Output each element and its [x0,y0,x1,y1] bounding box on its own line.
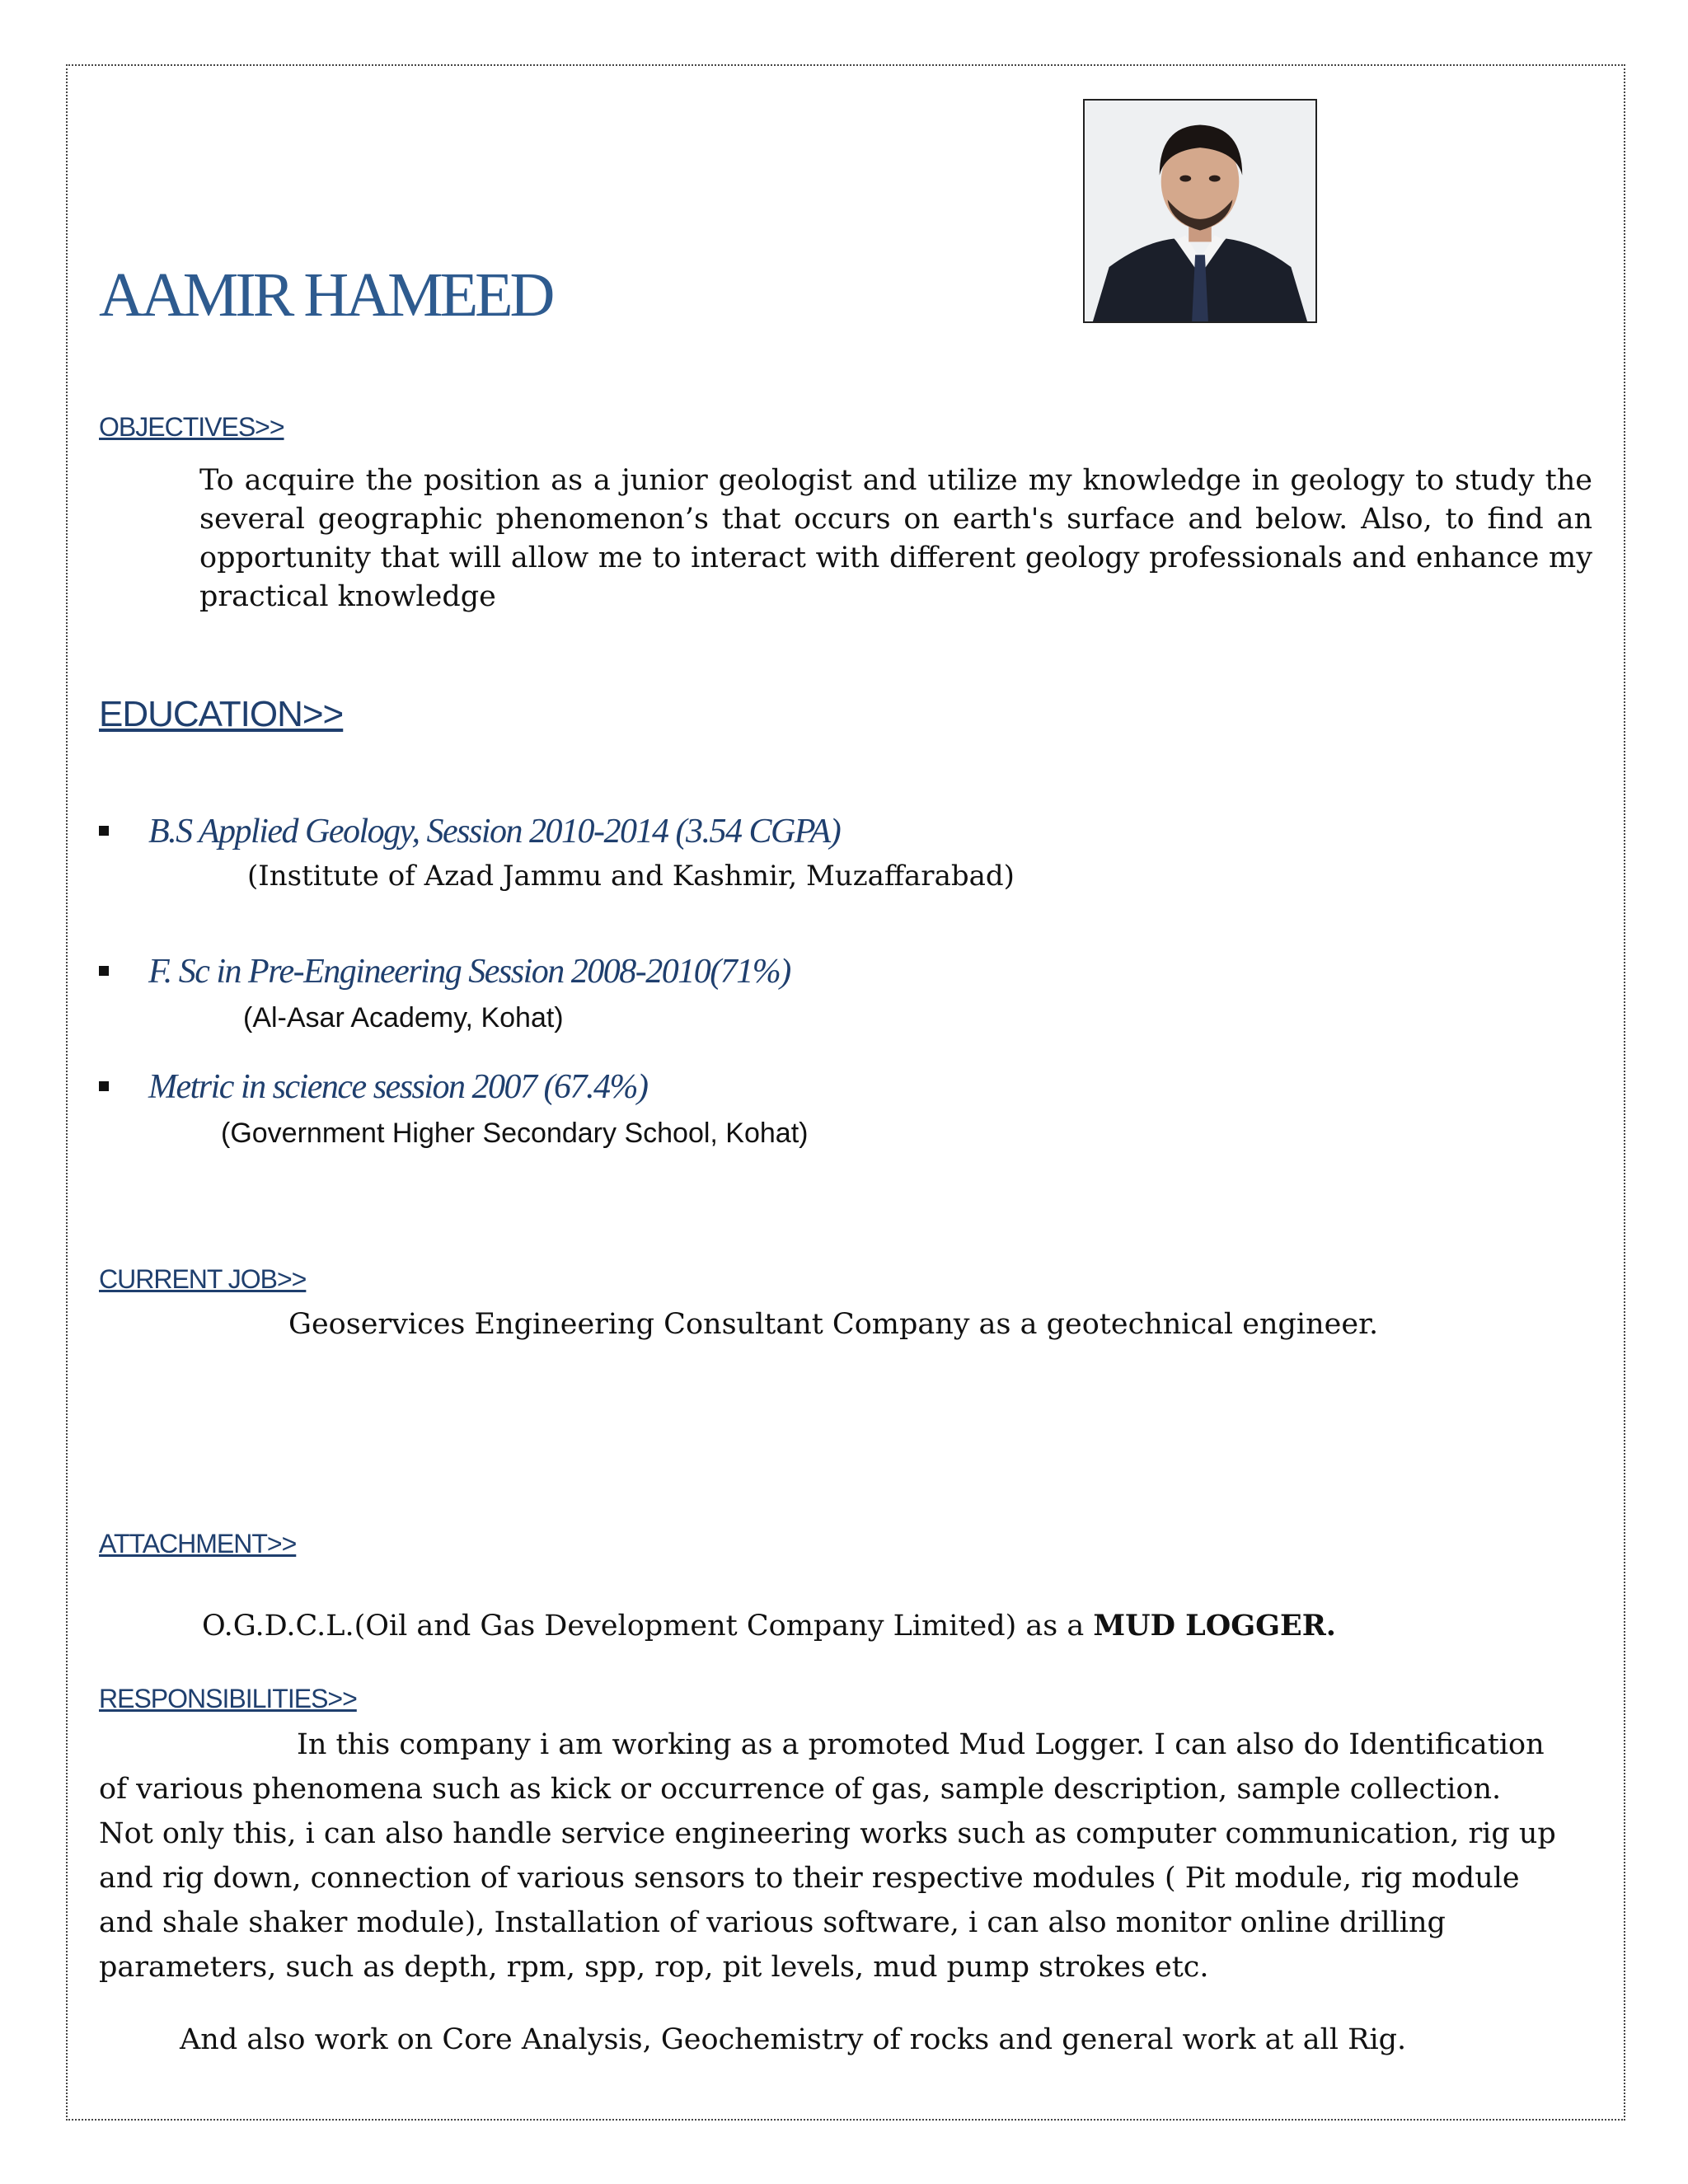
attachment-heading: ATTACHMENT>> [99,1529,297,1558]
education-institute: (Government Higher Secondary School, Kohat) [221,1118,809,1149]
attachment-role: MUD LOGGER. [1093,1609,1336,1643]
attachment-line [202,1611,1336,1641]
objectives-text: To acquire the position as a junior geologist and utilize my knowledge in geology to study the several geographic phenomenon’s that occurs on earth's surface and below. Also, to find an opportunity that will allow me to interact with different geology professionals and enhance my practical knowledge [199,464,1592,613]
current-job-text: Geoservices Engineering Consultant Company as a geotechnical engineer. [288,1308,1379,1341]
education-degree: F. Sc in Pre-Engineering Session 2008-2010(71%) [148,953,790,991]
candidate-name: AAMIR HAMEED [99,260,552,330]
responsibilities-heading: RESPONSIBILITIES>> [99,1684,357,1713]
profile-photo [1083,99,1317,323]
education-degree: Metric in science session 2007 (67.4%) [148,1068,648,1106]
education-heading: EDUCATION>> [99,694,344,734]
responsibilities-extra: And also work on Core Analysis, Geochemistry of rocks and general work at all Rig. [180,2023,1407,2056]
bullet-icon [99,1081,109,1091]
attachment-text: O.G.D.C.L.(Oil and Gas Development Company Limited) as a [202,1610,1085,1643]
objectives-heading: OBJECTIVES>> [99,412,284,442]
education-degree: B.S Applied Geology, Session 2010-2014 (3.54 CGPA) [148,813,841,851]
education-institute: (Institute of Azad Jammu and Kashmir, Muzaffarabad) [247,860,1015,893]
bullet-icon [99,826,109,836]
portrait-image [1085,101,1315,321]
current-job-heading: CURRENT JOB>> [99,1264,307,1294]
education-institute: (Al-Asar Academy, Kohat) [243,1002,564,1033]
responsibilities-text: In this company i am working as a promoted Mud Logger. I can also do Identification of various phenomena such as kick or occurrence of gas, sample description, sample collection. Not only this, i can also handle service engineering works such as computer communication, rig up and rig down, connection of various sensors to their respective modules ( Pit module, rig module and shale shaker module), Installation of various software, i can also monitor online drilling parameters, such as depth, rpm, spp, rop, pit levels, mud pump strokes etc. [99,1728,1556,1984]
bullet-icon [99,966,109,976]
